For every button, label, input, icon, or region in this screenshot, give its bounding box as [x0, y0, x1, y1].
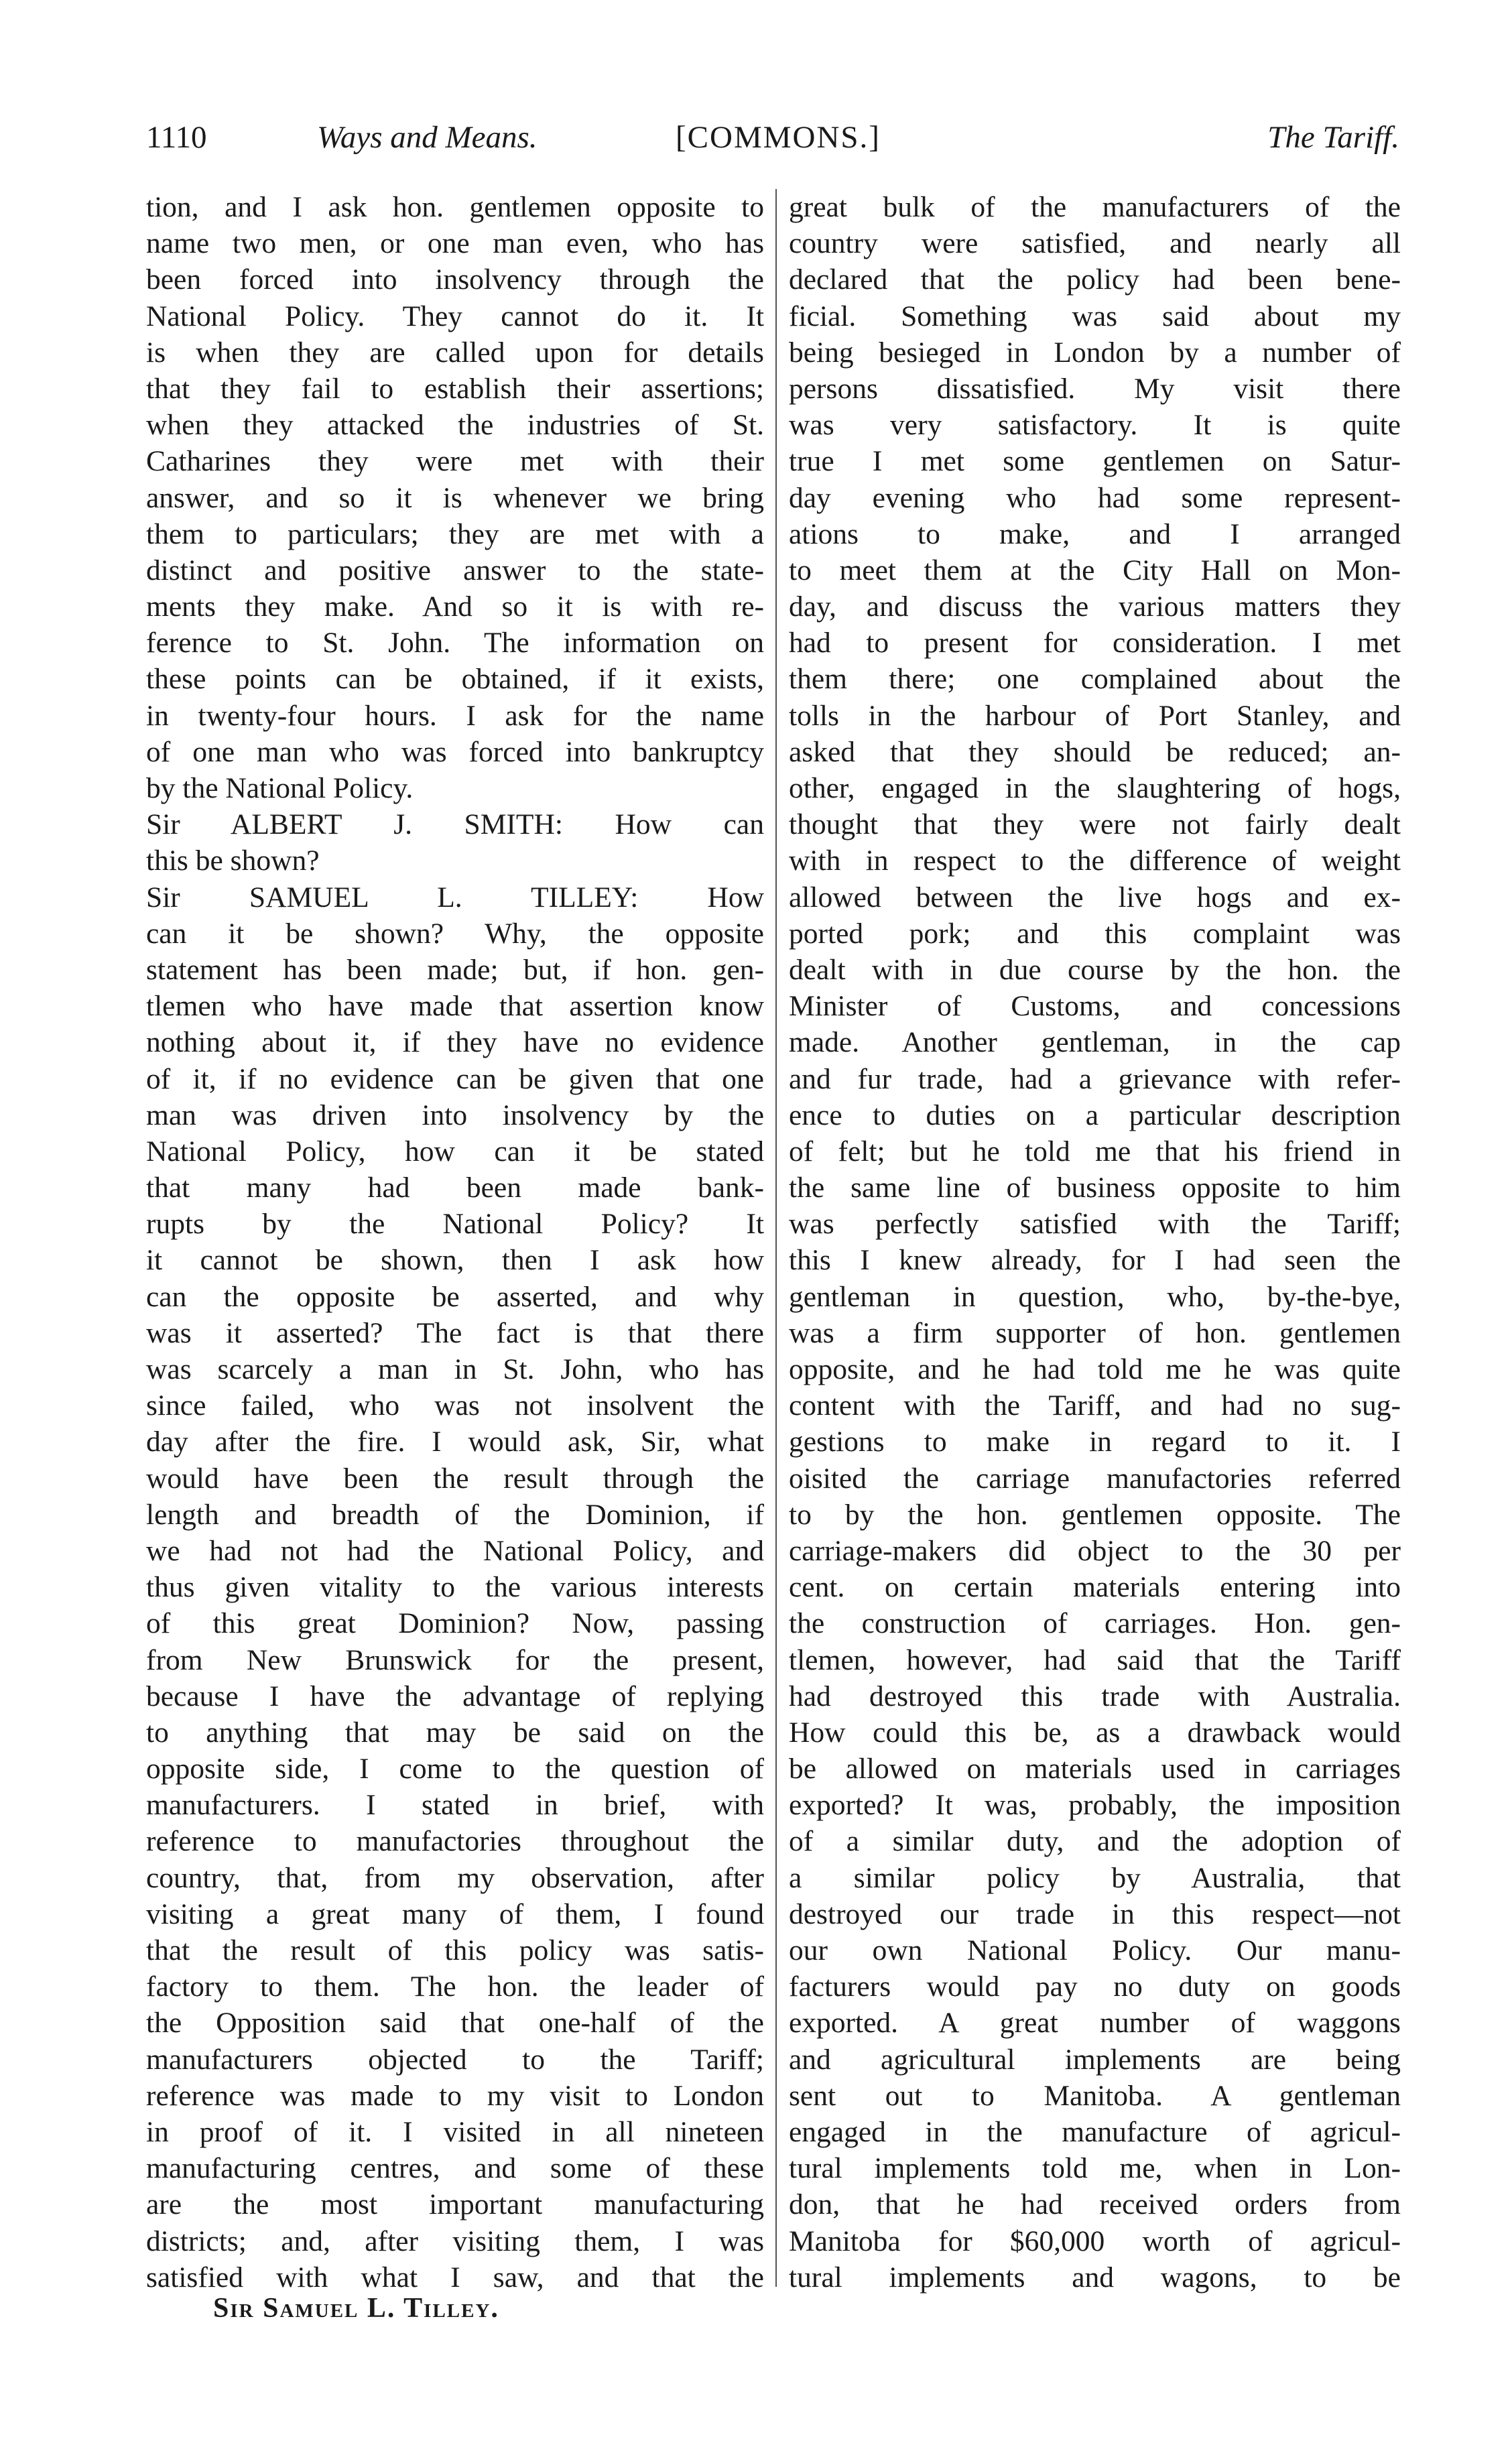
text-line: by the National Policy. — [146, 772, 414, 804]
text-line: them there; one complained about the — [789, 663, 1401, 696]
text-line: was very satisfactory. It is quite — [789, 409, 1401, 442]
text-line: tural implements told me, when in Lon- — [789, 2152, 1401, 2185]
text-line: reference was made to my visit to London — [146, 2079, 764, 2112]
column-divider — [775, 189, 777, 2287]
text-line: satisfied with what I saw, and that the — [146, 2261, 764, 2294]
text-line: of one man who was forced into bankruptcy — [146, 735, 764, 768]
text-line: had destroyed this trade with Australia. — [789, 1680, 1401, 1712]
text-line: opposite, and he had told me he was quite — [789, 1353, 1401, 1385]
text-line: tlemen, however, had said that the Tariff — [789, 1643, 1401, 1676]
text-line: statement has been made; but, if hon. gen- — [146, 953, 764, 986]
text-line: since failed, who was not insolvent the — [146, 1389, 764, 1422]
text-line: to anything that may be said on the — [146, 1716, 764, 1749]
text-line: and agricultural implements are being — [789, 2043, 1401, 2076]
text-line: engaged in the manufacture of agricul- — [789, 2115, 1401, 2148]
text-line: exported. A great number of waggons — [789, 2007, 1401, 2040]
text-line: day after the fire. I would ask, Sir, what — [146, 1426, 764, 1458]
text-line: was scarcely a man in St. John, who has — [146, 1353, 764, 1385]
text-line: ments they make. And so it is with re- — [146, 590, 764, 623]
text-line: gentleman in question, who, by-the-bye, — [789, 1280, 1401, 1313]
text-line: districts; and, after visiting them, I was — [146, 2225, 764, 2257]
text-line: National Policy, how can it be stated — [146, 1135, 764, 1168]
text-line: reference to manufactories throughout the — [146, 1825, 764, 1858]
text-line: declared that the policy had been bene- — [789, 263, 1401, 296]
speaker-footer: Sir Samuel L. Tilley. — [213, 2293, 499, 2324]
text-line: be allowed on materials used in carriages — [789, 1753, 1401, 1786]
text-line: rupts by the National Policy? It — [146, 1208, 764, 1241]
text-line: it cannot be shown, then I ask how — [146, 1244, 764, 1277]
right-column — [789, 189, 1401, 2296]
text-line: when they attacked the industries of St. — [146, 409, 764, 442]
text-line: in twenty-four hours. I ask for the name — [146, 699, 764, 732]
text-line: of it, if no evidence can be given that one — [146, 1062, 764, 1095]
text-line: our own National Policy. Our manu- — [789, 1934, 1401, 1966]
text-line: been forced into insolvency through the — [146, 263, 764, 296]
text-line: cent. on certain materials entering into — [789, 1571, 1401, 1604]
text-line: a similar policy by Australia, that — [789, 1861, 1401, 1894]
text-line: being besieged in London by a number of — [789, 336, 1401, 369]
text-line: ference to St. John. The information on — [146, 627, 764, 660]
text-line: Sir SAMUEL L. TILLEY: How — [146, 881, 764, 914]
text-line: of this great Dominion? Now, passing — [146, 1607, 764, 1640]
text-line: this I knew already, for I had seen the — [789, 1244, 1401, 1277]
text-line: with in respect to the difference of weight — [789, 844, 1401, 877]
text-line: oisited the carriage manufactories referred — [789, 1462, 1401, 1495]
text-line: these points can be obtained, if it exists, — [146, 663, 764, 696]
text-line: we had not had the National Policy, and — [146, 1534, 764, 1567]
text-line: that the result of this policy was satis- — [146, 1934, 764, 1966]
text-line: to meet them at the City Hall on Mon- — [789, 554, 1401, 586]
text-line: can the opposite be asserted, and why — [146, 1280, 764, 1313]
left-column — [146, 189, 764, 2296]
text-line: allowed between the live hogs and ex- — [789, 881, 1401, 914]
text-line: gestions to make in regard to it. I — [789, 1426, 1401, 1458]
text-line: opposite side, I come to the question of — [146, 1753, 764, 1786]
text-line: can it be shown? Why, the opposite — [146, 917, 764, 950]
text-line: tion, and I ask hon. gentlemen opposite to — [146, 191, 764, 223]
text-line: sent out to Manitoba. A gentleman — [789, 2079, 1401, 2112]
text-line: persons dissatisfied. My visit there — [789, 372, 1401, 405]
text-line: them to particulars; they are met with a — [146, 517, 764, 550]
text-line: content with the Tariff, and had no sug- — [789, 1389, 1401, 1422]
text-line: that they fail to establish their assertions; — [146, 372, 764, 405]
text-line: facturers would pay no duty on goods — [789, 1970, 1401, 2003]
text-line: ence to duties on a particular description — [789, 1099, 1401, 1131]
page-header — [146, 114, 1399, 161]
text-line: name two men, or one man even, who has — [146, 227, 764, 260]
text-line: this be shown? — [146, 844, 320, 877]
text-line: country were satisfied, and nearly all — [789, 227, 1401, 260]
text-line: because I have the advantage of replying — [146, 1680, 764, 1712]
text-line: day evening who had some represent- — [789, 481, 1401, 514]
text-line: destroyed our trade in this respect—not — [789, 1897, 1401, 1930]
text-line: had to present for consideration. I met — [789, 627, 1401, 660]
text-line: thought that they were not fairly dealt — [789, 808, 1401, 841]
text-line: from New Brunswick for the present, — [146, 1643, 764, 1676]
text-line: Manitoba for $60,000 worth of agricul- — [789, 2225, 1401, 2257]
text-line: and fur trade, had a grievance with refer- — [789, 1062, 1401, 1095]
text-line: to by the hon. gentlemen opposite. The — [789, 1498, 1401, 1531]
text-line: asked that they should be reduced; an- — [789, 735, 1401, 768]
text-line: ations to make, and I arranged — [789, 517, 1401, 550]
text-line: answer, and so it is whenever we bring — [146, 481, 764, 514]
text-line: don, that he had received orders from — [789, 2188, 1401, 2221]
text-line: tlemen who have made that assertion know — [146, 990, 764, 1023]
text-line: other, engaged in the slaughtering of hogs, — [789, 772, 1401, 804]
text-line: the construction of carriages. Hon. gen- — [789, 1607, 1401, 1640]
text-line: the Opposition said that one-half of the — [146, 2007, 764, 2040]
text-line: ported pork; and this complaint was — [789, 917, 1401, 950]
text-line: Sir ALBERT J. SMITH: How can — [146, 808, 764, 841]
section-title: Ways and Means. — [317, 120, 538, 155]
text-line: ficial. Something was said about my — [789, 300, 1401, 332]
text-line: was a firm supporter of hon. gentlemen — [789, 1316, 1401, 1349]
text-line: tural implements and wagons, to be — [789, 2261, 1401, 2294]
text-line: man was driven into insolvency by the — [146, 1099, 764, 1131]
text-line: are the most important manufacturing — [146, 2188, 764, 2221]
text-line: factory to them. The hon. the leader of — [146, 1970, 764, 2003]
text-line: day, and discuss the various matters they — [789, 590, 1401, 623]
text-line: that many had been made bank- — [146, 1172, 764, 1204]
text-line: manufacturers. I stated in brief, with — [146, 1789, 764, 1822]
text-line: was it asserted? The fact is that there — [146, 1316, 764, 1349]
text-line: Catharines they were met with their — [146, 445, 764, 478]
text-line: nothing about it, if they have no evidence — [146, 1026, 764, 1059]
text-line: dealt with in due course by the hon. the — [789, 953, 1401, 986]
text-line: of felt; but he told me that his friend in — [789, 1135, 1401, 1168]
text-line: great bulk of the manufacturers of the — [789, 191, 1401, 223]
text-line: manufacturing centres, and some of these — [146, 2152, 764, 2185]
text-line: manufacturers objected to the Tariff; — [146, 2043, 764, 2076]
text-line: would have been the result through the — [146, 1462, 764, 1495]
text-line: tolls in the harbour of Port Stanley, and — [789, 699, 1401, 732]
topic-title: The Tariff. — [1267, 120, 1399, 155]
text-line: National Policy. They cannot do it. It — [146, 300, 764, 332]
text-line: How could this be, as a drawback would — [789, 1716, 1401, 1749]
text-line: carriage-makers did object to the 30 per — [789, 1534, 1401, 1567]
text-line: length and breadth of the Dominion, if — [146, 1498, 764, 1531]
text-line: true I met some gentlemen on Satur- — [789, 445, 1401, 478]
text-line: in proof of it. I visited in all nineteen — [146, 2115, 764, 2148]
chamber-title: [COMMONS.] — [676, 120, 881, 155]
text-line: is when they are called upon for details — [146, 336, 764, 369]
text-line: made. Another gentleman, in the cap — [789, 1026, 1401, 1059]
text-line: exported? It was, probably, the imposition — [789, 1789, 1401, 1822]
text-line: thus given vitality to the various interests — [146, 1571, 764, 1604]
text-line: visiting a great many of them, I found — [146, 1897, 764, 1930]
text-line: the same line of business opposite to him — [789, 1172, 1401, 1204]
page-number: 1110 — [146, 120, 207, 155]
text-line: was perfectly satisfied with the Tariff; — [789, 1208, 1401, 1241]
text-line: of a similar duty, and the adoption of — [789, 1825, 1401, 1858]
text-line: country, that, from my observation, after — [146, 1861, 764, 1894]
text-line: Minister of Customs, and concessions — [789, 990, 1401, 1023]
text-line: distinct and positive answer to the state- — [146, 554, 764, 586]
